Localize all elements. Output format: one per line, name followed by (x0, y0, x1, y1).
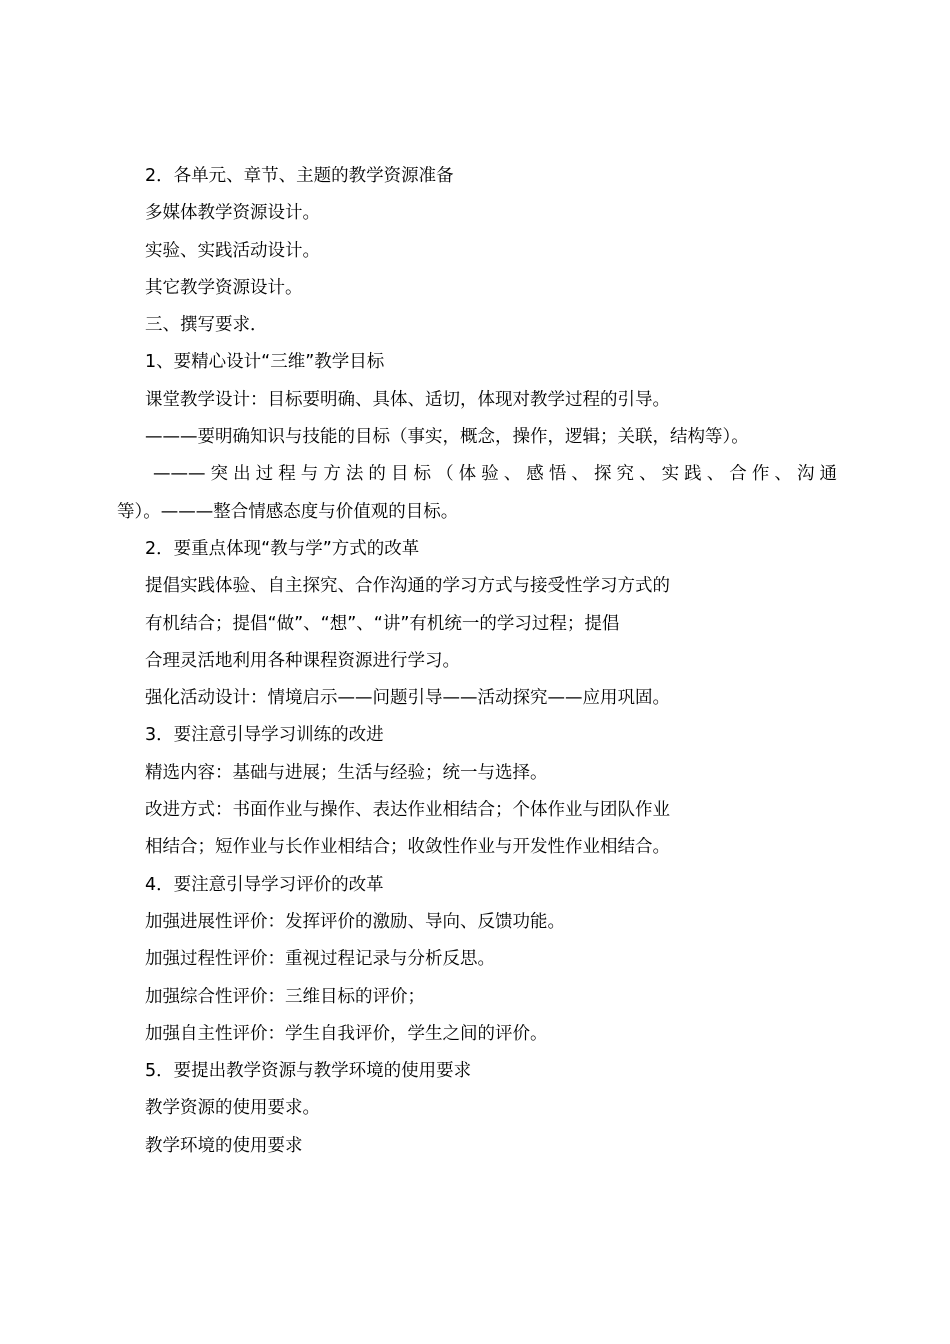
section-heading: 2．要重点体现“教与学”方式的改革 (145, 538, 420, 559)
paragraph-line: 相结合；短作业与长作业相结合；收敛性作业与开发性作业相结合。 (145, 837, 670, 858)
paragraph-line: 教学环境的使用要求 (145, 1135, 303, 1156)
section-heading: 4．要注意引导学习评价的改革 (145, 874, 384, 895)
paragraph-line: 合理灵活地利用各种课程资源进行学习。 (145, 650, 460, 671)
paragraph-line: 等）。———整合情感态度与价值观的目标。 (117, 501, 459, 522)
paragraph-line: 加强自主性评价：学生自我评价，学生之间的评价。 (145, 1023, 548, 1044)
paragraph-line: 加强综合性评价：三维目标的评价； (145, 986, 425, 1007)
paragraph-line: ———突出过程与方法的目标（体验、感悟、探究、实践、合作、沟通 (153, 464, 837, 485)
paragraph-line: 加强进展性评价：发挥评价的激励、导向、反馈功能。 (145, 911, 565, 932)
document-body (117, 158, 837, 1165)
paragraph-line: 有机结合；提倡“做”、“想”、“讲”有机统一的学习过程；提倡 (145, 613, 620, 634)
paragraph-line: 加强过程性评价：重视过程记录与分析反思。 (145, 949, 495, 970)
section-heading: 3．要注意引导学习训练的改进 (145, 725, 384, 746)
paragraph-line: 改进方式：书面作业与操作、表达作业相结合；个体作业与团队作业 (145, 800, 670, 821)
section-heading: 三、撰写要求． (145, 315, 268, 336)
section-heading: 1、要精心设计“三维”教学目标 (145, 352, 385, 373)
paragraph-line: 课堂教学设计：目标要明确、具体、适切，体现对教学过程的引导。 (145, 389, 670, 410)
paragraph-line: 教学资源的使用要求。 (145, 1098, 320, 1119)
paragraph-line: 其它教学资源设计。 (145, 277, 303, 298)
section-heading: 5．要提出教学资源与教学环境的使用要求 (145, 1061, 472, 1082)
paragraph-line: 强化活动设计：情境启示——问题引导——活动探究——应用巩固。 (145, 688, 670, 709)
section-heading: 2．各单元、章节、主题的教学资源准备 (145, 166, 454, 186)
paragraph-line: 多媒体教学资源设计。 (145, 203, 320, 224)
paragraph-line: 实验、实践活动设计。 (145, 240, 320, 261)
paragraph-line: ———要明确知识与技能的目标（事实，概念，操作，逻辑；关联，结构等）。 (145, 427, 749, 448)
paragraph-line: 提倡实践体验、自主探究、合作沟通的学习方式与接受性学习方式的 (145, 576, 670, 597)
paragraph-line: 精选内容：基础与进展；生活与经验；统一与选择。 (145, 762, 548, 783)
